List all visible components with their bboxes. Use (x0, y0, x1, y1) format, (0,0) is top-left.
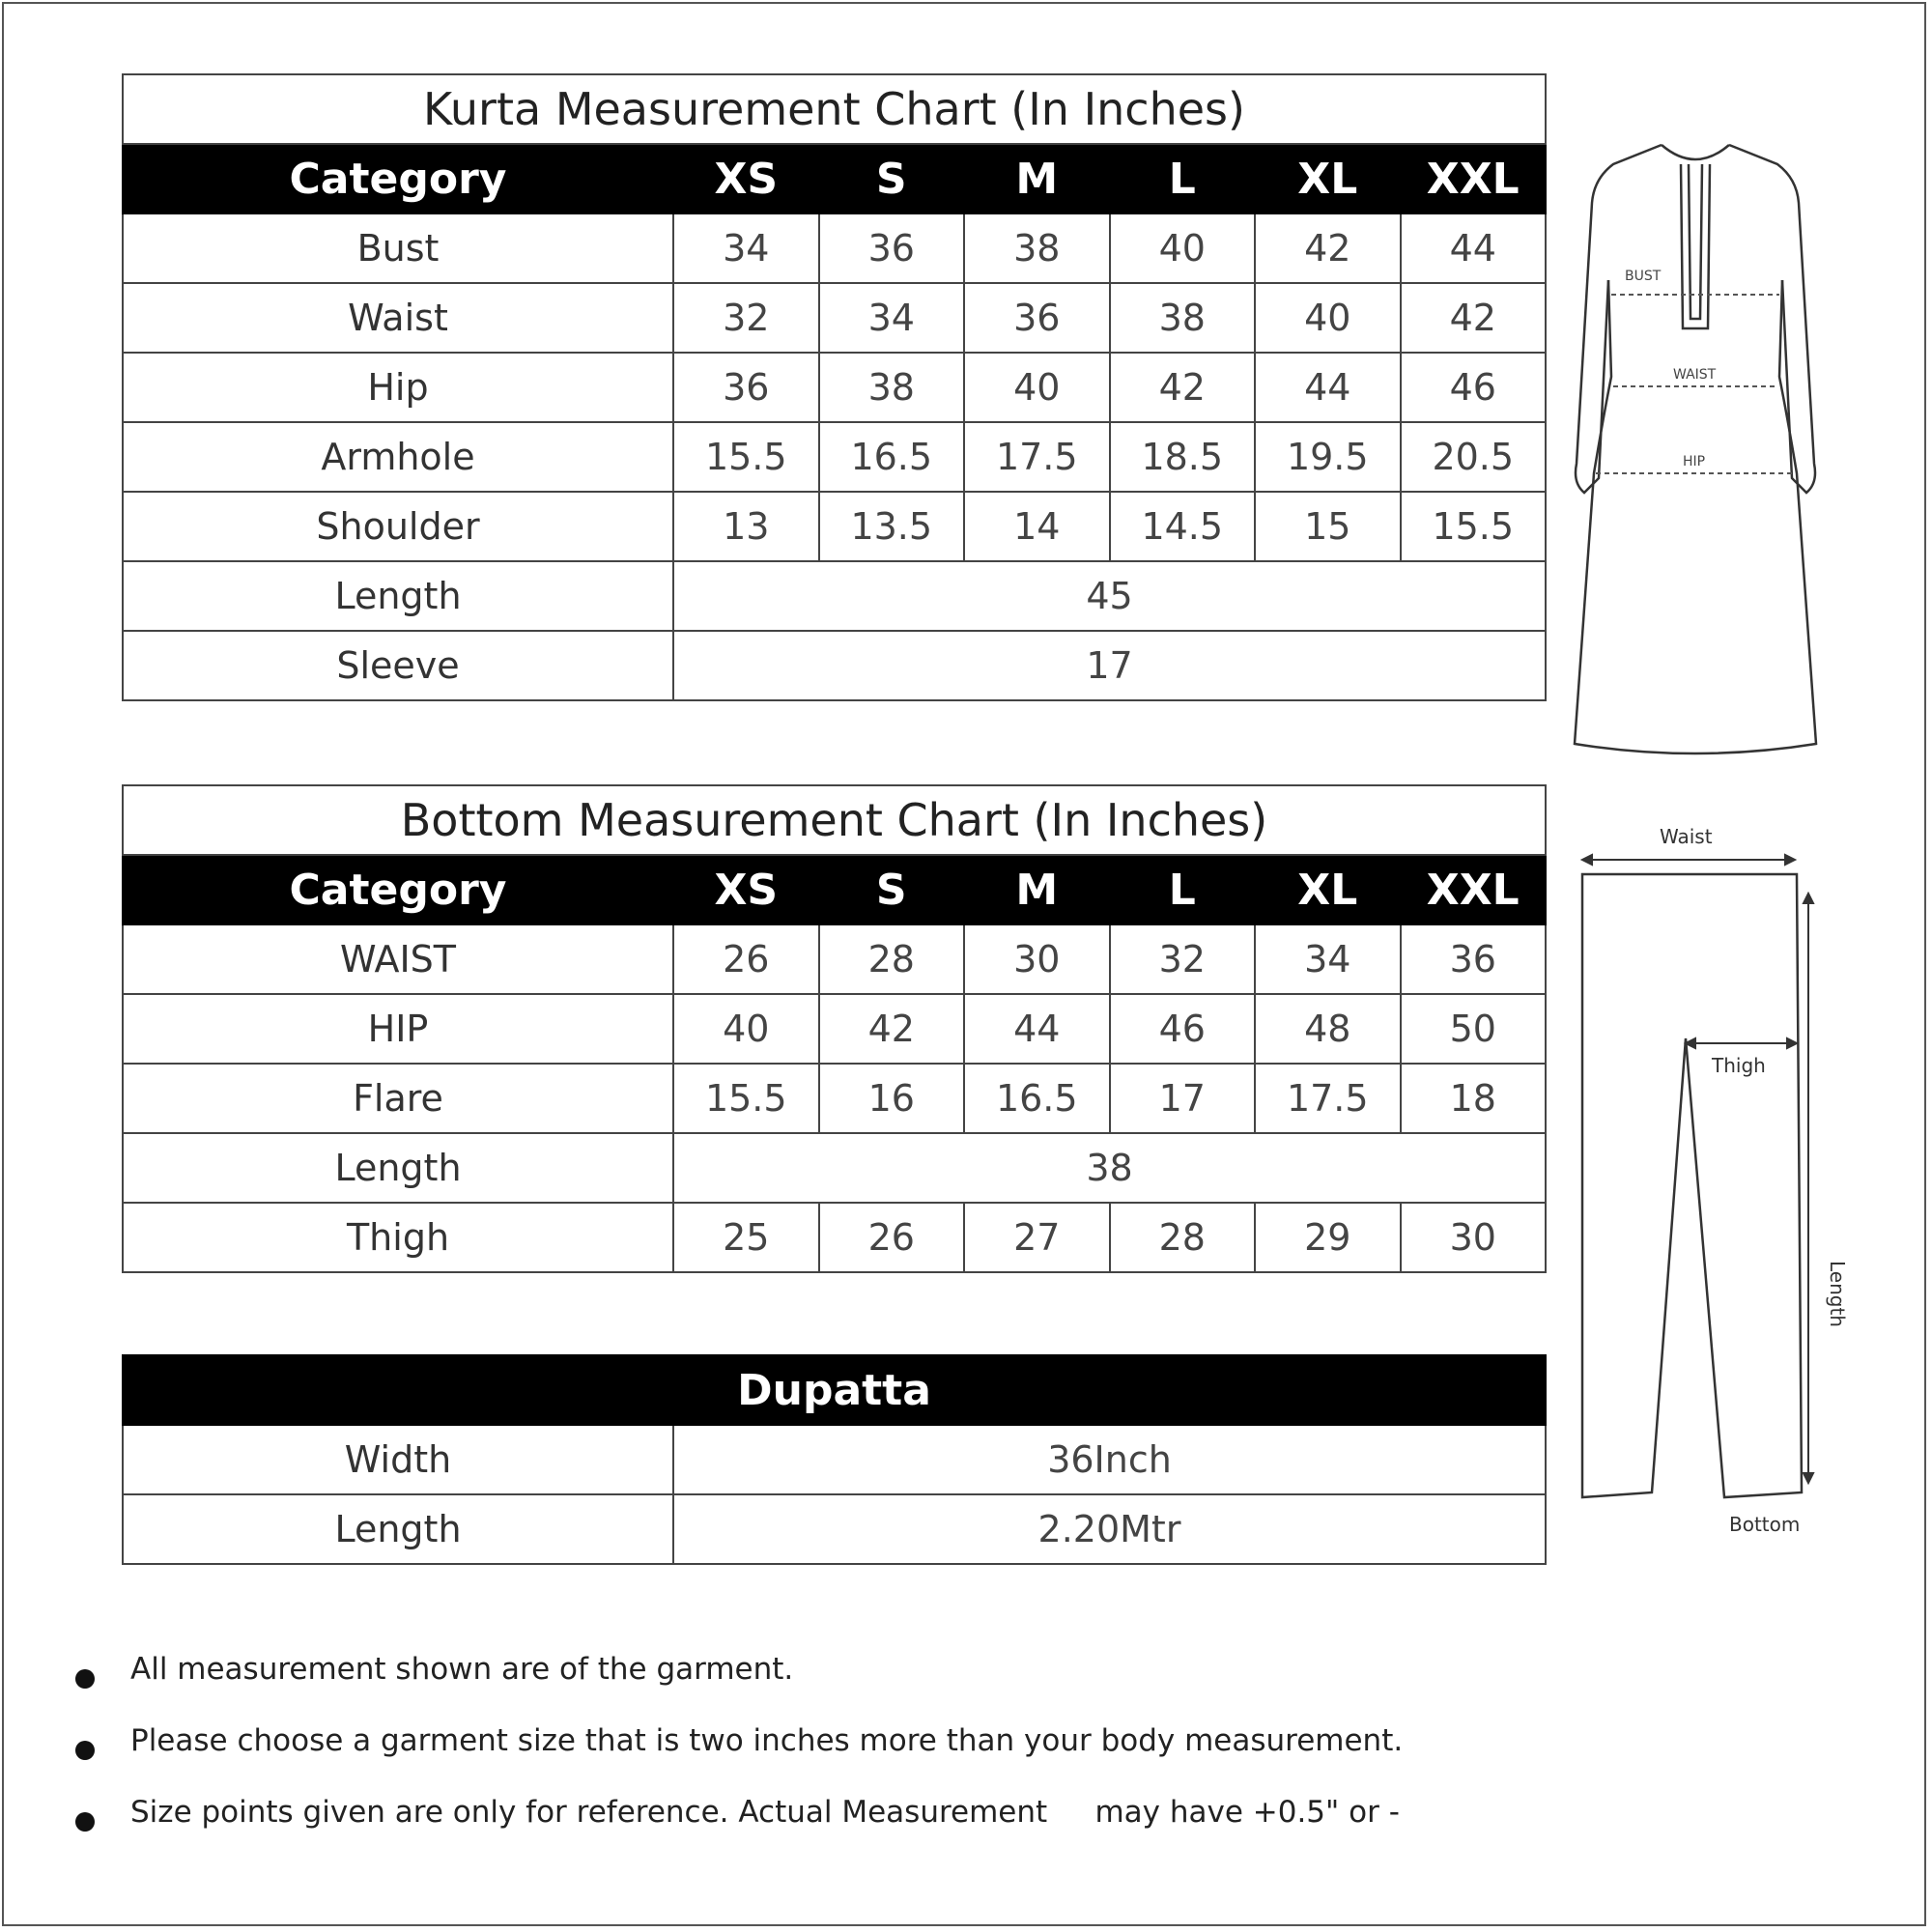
table-cell: 38 (964, 213, 1110, 283)
table-row (123, 1203, 1546, 1272)
table-cell: 2.20Mtr (673, 1494, 1546, 1564)
pant-waist-label: Waist (1660, 825, 1713, 848)
dupatta-header-row (123, 1355, 1546, 1425)
row-label: Length (123, 1494, 673, 1564)
table-cell: 15.5 (1401, 492, 1547, 561)
table-cell: 46 (1110, 994, 1256, 1064)
hip-label: HIP (1683, 454, 1706, 469)
table-row (123, 213, 1546, 283)
note-item (68, 1642, 1575, 1714)
bullet-icon (75, 1669, 95, 1689)
bust-label: BUST (1625, 269, 1662, 284)
table-cell: 36 (1401, 924, 1547, 994)
column-header: XS (673, 144, 819, 213)
row-label: Hip (123, 353, 673, 422)
table-row (123, 492, 1546, 561)
column-header: M (964, 855, 1110, 924)
column-header: XL (1255, 144, 1401, 213)
table-cell: 36 (964, 283, 1110, 353)
table-cell: 28 (819, 924, 965, 994)
table-cell: 27 (964, 1203, 1110, 1272)
pant-illustration (1565, 816, 1855, 1541)
table-cell: 18.5 (1110, 422, 1256, 492)
table-cell: 30 (1401, 1203, 1547, 1272)
row-label: Shoulder (123, 492, 673, 561)
table-cell: 16 (819, 1064, 965, 1133)
table-cell: 16.5 (964, 1064, 1110, 1133)
pant-thigh-label: Thigh (1712, 1054, 1766, 1077)
table-cell: 48 (1255, 994, 1401, 1064)
table-cell-merged: 17 (673, 631, 1546, 700)
table-cell: 32 (673, 283, 819, 353)
column-header: XS (673, 855, 819, 924)
row-label: Length (123, 1133, 673, 1203)
table-cell: 13.5 (819, 492, 965, 561)
column-header: XXL (1401, 144, 1547, 213)
note-text: Please choose a garment size that is two inches more than your body measurement. (130, 1723, 1404, 1758)
table-row (123, 422, 1546, 492)
table-cell: 34 (673, 213, 819, 283)
table-cell: 13 (673, 492, 819, 561)
table-cell: 15.5 (673, 422, 819, 492)
bottom-chart-title: Bottom Measurement Chart (In Inches) (123, 785, 1546, 855)
column-header: M (964, 144, 1110, 213)
table-cell: 36 (819, 213, 965, 283)
table-cell: 42 (1401, 283, 1547, 353)
table-cell: 40 (673, 994, 819, 1064)
row-label: WAIST (123, 924, 673, 994)
bottom-header-row (123, 855, 1546, 924)
column-header: L (1110, 144, 1256, 213)
table-row (123, 283, 1546, 353)
row-label: Sleeve (123, 631, 673, 700)
table-cell: 34 (819, 283, 965, 353)
row-label: Length (123, 561, 673, 631)
note-text: All measurement shown are of the garment. (130, 1652, 794, 1687)
table-cell: 36Inch (673, 1425, 1546, 1494)
table-cell: 20.5 (1401, 422, 1547, 492)
bullet-icon (75, 1812, 95, 1832)
table-cell: 16.5 (819, 422, 965, 492)
table-cell: 17 (1110, 1064, 1256, 1133)
dupatta-table (122, 1354, 1547, 1565)
table-cell: 15 (1255, 492, 1401, 561)
table-cell: 36 (673, 353, 819, 422)
row-label: Width (123, 1425, 673, 1494)
column-header: S (819, 855, 965, 924)
table-cell: 40 (1255, 283, 1401, 353)
column-header: Category (123, 855, 673, 924)
column-header: XL (1255, 855, 1401, 924)
table-cell: 18 (1401, 1064, 1547, 1133)
row-label: HIP (123, 994, 673, 1064)
table-row (123, 353, 1546, 422)
table-cell: 42 (819, 994, 965, 1064)
row-label: Armhole (123, 422, 673, 492)
table-cell: 44 (1401, 213, 1547, 283)
table-cell: 42 (1110, 353, 1256, 422)
table-row (123, 994, 1546, 1064)
table-cell: 29 (1255, 1203, 1401, 1272)
note-item (68, 1714, 1575, 1785)
dupatta-title: Dupatta (123, 1355, 1546, 1425)
bullet-icon (75, 1741, 95, 1760)
table-cell: 25 (673, 1203, 819, 1272)
bottom-measurement-table (122, 784, 1547, 1273)
table-cell: 46 (1401, 353, 1547, 422)
column-header: XXL (1401, 855, 1547, 924)
table-cell: 40 (964, 353, 1110, 422)
table-cell: 19.5 (1255, 422, 1401, 492)
kurta-header-row (123, 144, 1546, 213)
table-cell: 17.5 (1255, 1064, 1401, 1133)
column-header: L (1110, 855, 1256, 924)
table-cell: 14 (964, 492, 1110, 561)
table-row (123, 1494, 1546, 1564)
pant-bottom-label: Bottom (1729, 1513, 1801, 1536)
notes-list (68, 1642, 1575, 1857)
table-cell-merged: 45 (673, 561, 1546, 631)
table-cell: 14.5 (1110, 492, 1256, 561)
row-label: Waist (123, 283, 673, 353)
table-cell: 34 (1255, 924, 1401, 994)
table-row (123, 631, 1546, 700)
kurta-chart-title: Kurta Measurement Chart (In Inches) (123, 74, 1546, 144)
kurta-measurement-table (122, 73, 1547, 701)
table-cell: 44 (1255, 353, 1401, 422)
table-row (123, 1064, 1546, 1133)
table-cell: 26 (819, 1203, 965, 1272)
table-cell: 30 (964, 924, 1110, 994)
table-cell: 28 (1110, 1203, 1256, 1272)
table-cell: 17.5 (964, 422, 1110, 492)
table-cell: 26 (673, 924, 819, 994)
column-header: S (819, 144, 965, 213)
pant-length-label: Length (1826, 1261, 1849, 1327)
row-label: Flare (123, 1064, 673, 1133)
table-cell: 44 (964, 994, 1110, 1064)
table-cell: 15.5 (673, 1064, 819, 1133)
kurta-illustration (1565, 126, 1826, 773)
waist-label: WAIST (1673, 367, 1717, 383)
column-header: Category (123, 144, 673, 213)
table-cell: 40 (1110, 213, 1256, 283)
table-cell: 32 (1110, 924, 1256, 994)
table-cell: 50 (1401, 994, 1547, 1064)
table-cell: 42 (1255, 213, 1401, 283)
table-row (123, 1133, 1546, 1203)
table-cell-merged: 38 (673, 1133, 1546, 1203)
table-row (123, 561, 1546, 631)
row-label: Thigh (123, 1203, 673, 1272)
table-cell: 38 (819, 353, 965, 422)
note-text: Size points given are only for reference. Actual Measurement may have +0.5" or - (130, 1795, 1400, 1830)
table-row (123, 1425, 1546, 1494)
note-item (68, 1785, 1575, 1857)
table-cell: 38 (1110, 283, 1256, 353)
row-label: Bust (123, 213, 673, 283)
table-row (123, 924, 1546, 994)
